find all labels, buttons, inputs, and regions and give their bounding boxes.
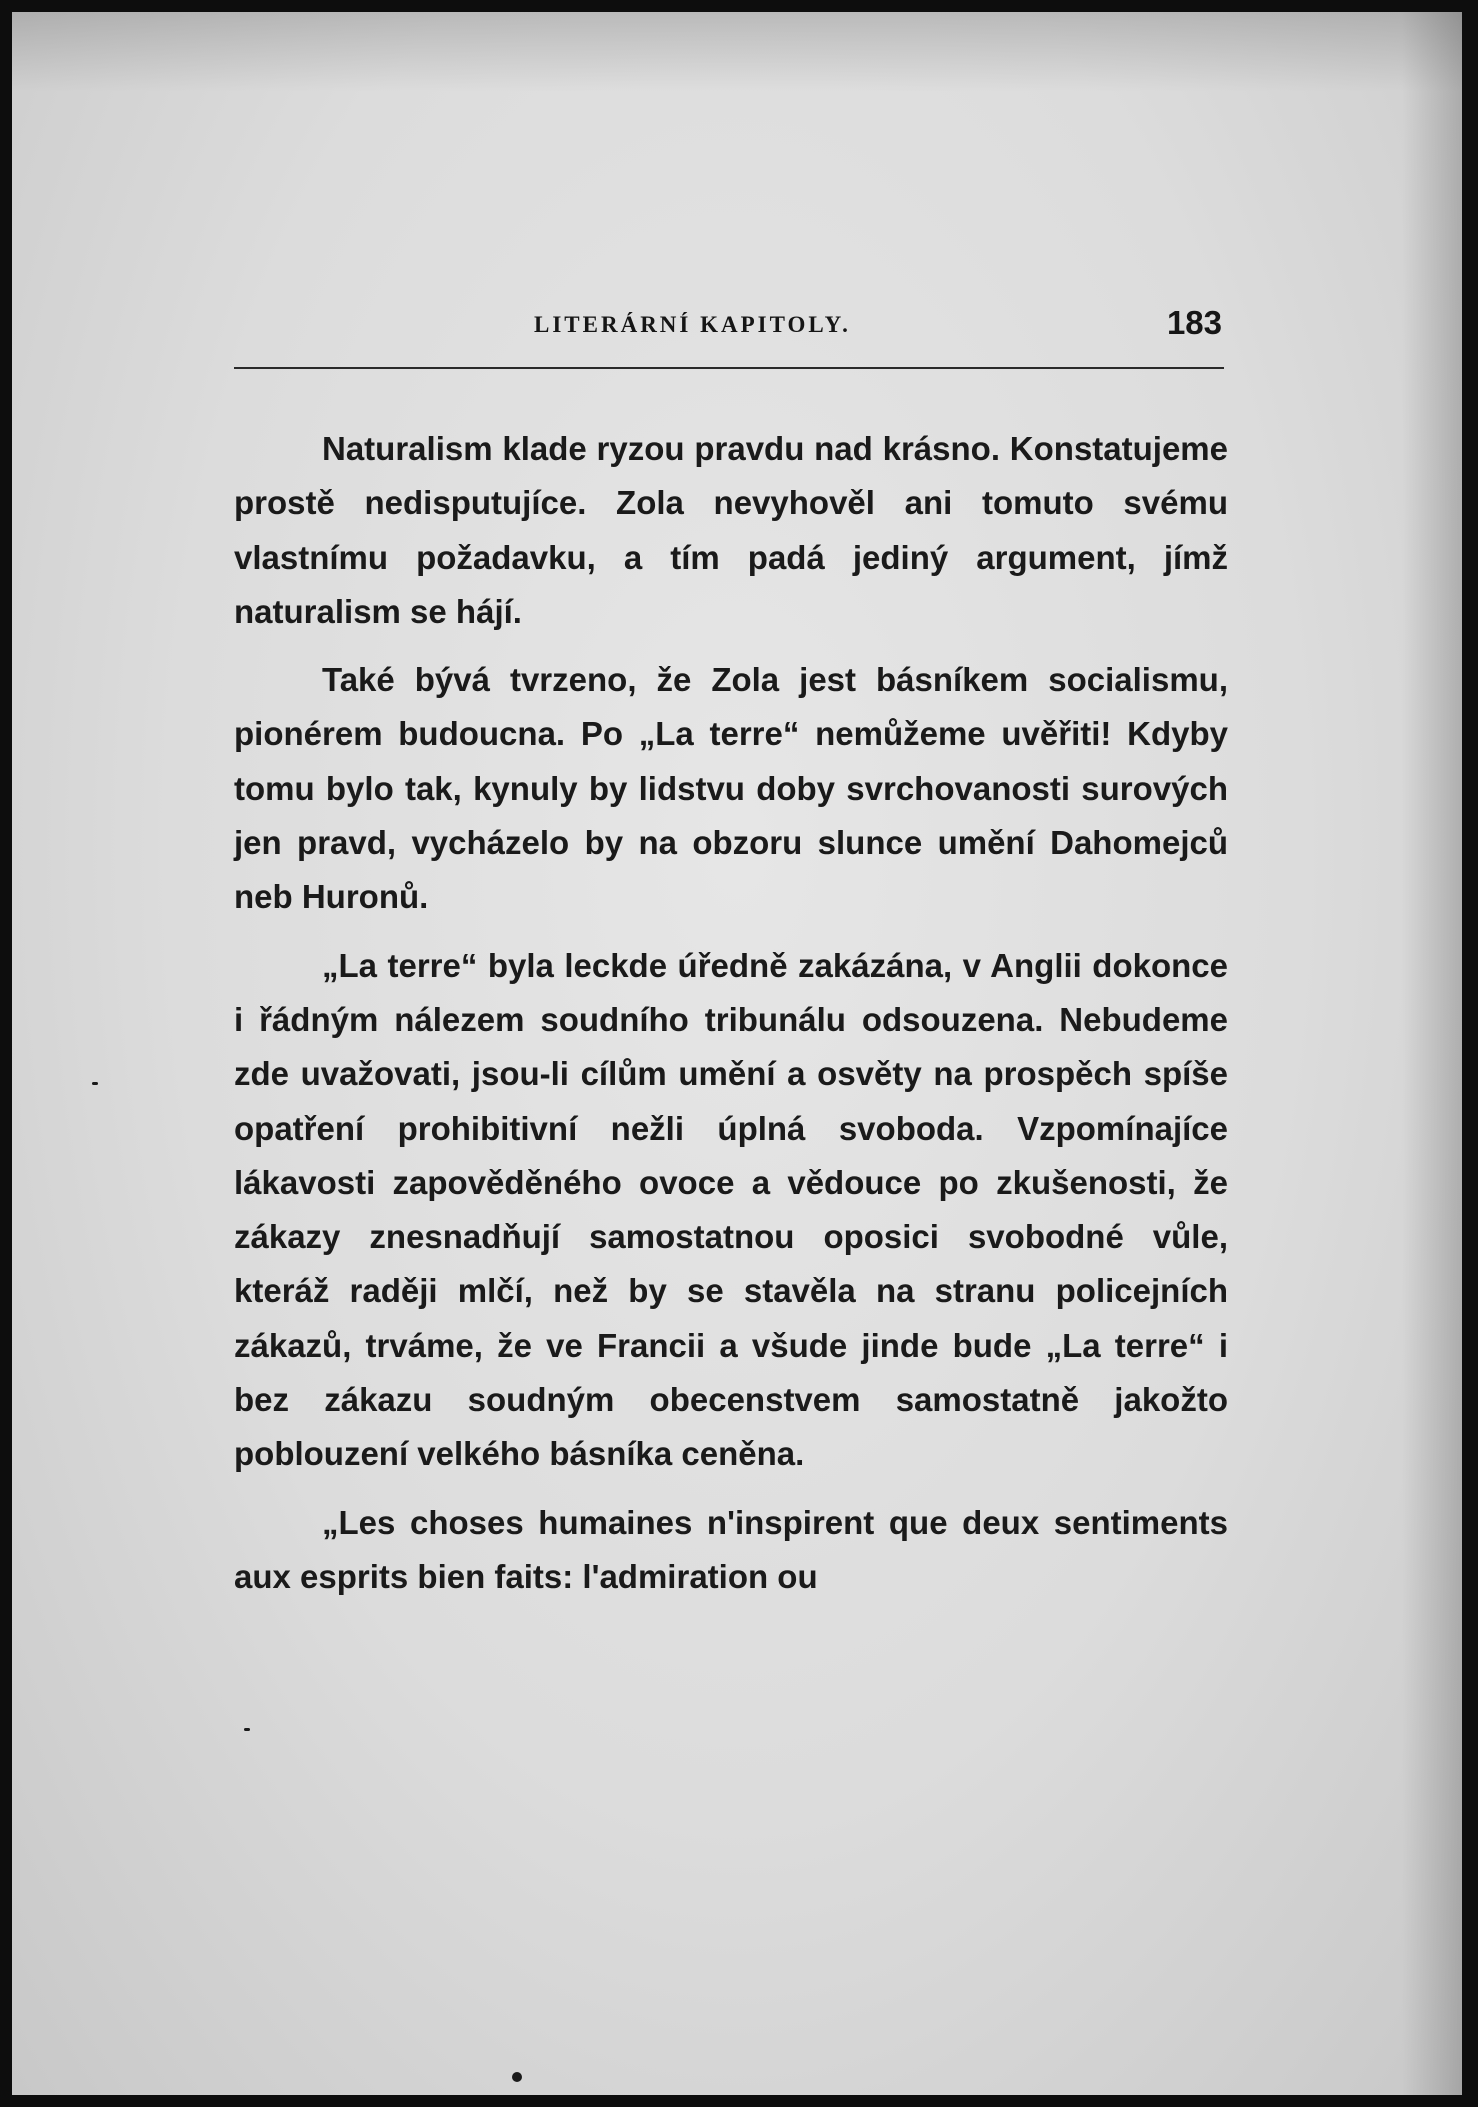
body-text <box>234 422 1228 1604</box>
book-page <box>12 12 1462 2095</box>
paragraph: „La terre“ byla leckde úředně zakázána, v Anglii dokonce i řádným nálezem soudního tribunálu odsouzena. Nebudeme zde uvažovati, jsou-li cílům umění a osvěty na prospěch spíše opatření prohibitivní nežli úplná svoboda. Vzpomínajíce lákavosti zapověděného ovoce a vědouce po zkušenosti, že zákazy znesnadňují samostatnou oposici svobodné vůle, kteráž raději mlčí, než by se stavěla na stranu policejních zákazů, trváme, že ve Francii a všude jinde bude „La terre“ i bez zákazu soudným obecenstvem samostatně jakožto poblouzení velkého básníka ceněna. <box>234 946 1228 1473</box>
ink-speck <box>512 2072 522 2082</box>
running-head <box>234 304 1228 350</box>
header-rule <box>234 367 1224 369</box>
ink-speck <box>92 1082 98 1085</box>
page-number: 183 <box>1166 304 1222 341</box>
paragraph: „Les choses humaines n'inspirent que deux sentiments aux esprits bien faits: l'admiration ou <box>234 1503 1228 1595</box>
ink-speck <box>244 1728 250 1731</box>
running-title: LITERÁRNÍ KAPITOLY. <box>534 312 851 337</box>
paragraph: Také bývá tvrzeno, že Zola jest básníkem socialismu, pionérem budoucna. Po „La terre“ nemůžeme uvěřiti! Kdyby tomu bylo tak, kynuly by lidstvu doby svrchovanosti surových jen pravd, vycházelo by na obzoru slunce umění Dahomejců neb Huronů. <box>234 661 1228 916</box>
paragraph: Naturalism klade ryzou pravdu nad krásno. Konstatujeme prostě nedisputujíce. Zola nevyhověl ani tomuto svému vlastnímu požadavku, a tím padá jediný argument, jímž naturalism se hájí. <box>234 430 1228 630</box>
